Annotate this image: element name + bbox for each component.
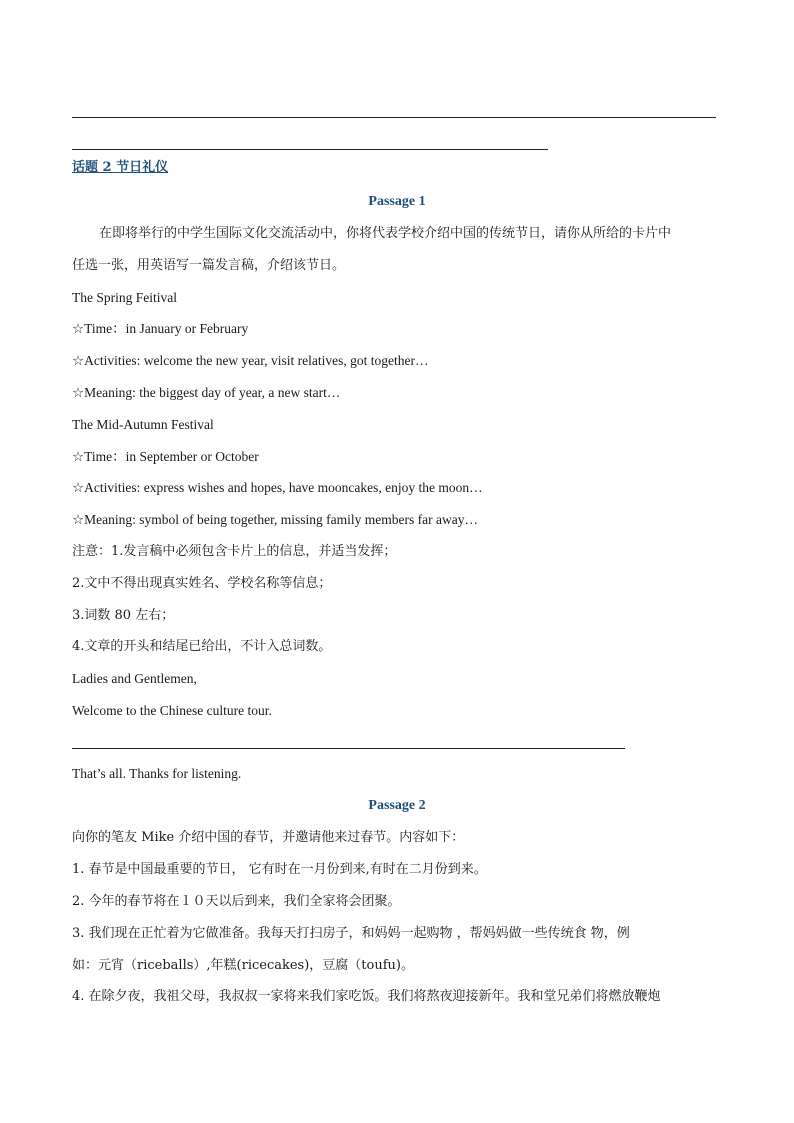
card-2-time: ☆Time：in September or October: [72, 449, 259, 464]
card-2-meaning: ☆Meaning: symbol of being together, missing family members far away…: [72, 512, 478, 527]
passage-1-intro-line-1: 在即将举行的中学生国际文化交流活动中，你将代表学校介绍中国的传统节日，请你从所给的卡片中: [99, 226, 672, 241]
passage-2-item-4: 4. 在除夕夜，我祖父母，我叔叔一家将来我们家吃饭。我们将熬夜迎接新年。我和堂兄弟们将燃放鞭炮: [72, 989, 661, 1004]
note-4: 4.文章的开头和结尾已给出，不计入总词数。: [72, 639, 332, 654]
note-3: 3.词数 80 左右；: [72, 608, 175, 623]
essay-opening-1: Ladies and Gentlemen,: [72, 671, 197, 686]
essay-opening-2: Welcome to the Chinese culture tour.: [72, 703, 272, 718]
note-1: 注意：1.发言稿中必须包含卡片上的信息，并适当发挥；: [72, 544, 397, 559]
answer-line-2: [72, 149, 548, 150]
answer-line-3: [72, 748, 625, 749]
passage-2-item-1: 1. 春节是中国最重要的节日， 它有时在一月份到来,有时在二月份到来。: [72, 862, 487, 877]
passage-2-intro: 向你的笔友 Mike 介绍中国的春节，并邀请他来过春节。内容如下：: [72, 830, 465, 845]
essay-closing: That’s all. Thanks for listening.: [72, 766, 242, 781]
answer-line-1: [72, 117, 716, 118]
topic-heading: 话题 2 节日礼仪: [72, 160, 169, 175]
card-1-meaning: ☆Meaning: the biggest day of year, a new start…: [72, 385, 341, 400]
passage-2-item-3-continued: 如：元宵（riceballs）,年糕(ricecakes)，豆腐（toufu)。: [72, 958, 414, 973]
passage-2-item-2: 2. 今年的春节将在１０天以后到来，我们全家将会团聚。: [72, 894, 401, 909]
passage-1-title: Passage 1: [368, 194, 426, 209]
passage-2-title: Passage 2: [368, 798, 426, 813]
note-2: 2.文中不得出现真实姓名、学校名称等信息；: [72, 576, 332, 591]
card-1-time: ☆Time：in January or February: [72, 321, 249, 336]
passage-1-intro-line-2: 任选一张，用英语写一篇发言稿，介绍该节日。: [72, 258, 346, 273]
passage-2-item-3: 3. 我们现在正忙着为它做准备。我每天打扫房子，和妈妈一起购物 ，帮妈妈做一些传统食 物，例: [72, 926, 630, 941]
card-2-activities: ☆Activities: express wishes and hopes, have mooncakes, enjoy the moon…: [72, 480, 483, 495]
card-1-name: The Spring Feitival: [72, 290, 177, 305]
card-2-name: The Mid-Autumn Festival: [72, 417, 214, 432]
card-1-activities: ☆Activities: welcome the new year, visit relatives, got together…: [72, 353, 429, 368]
